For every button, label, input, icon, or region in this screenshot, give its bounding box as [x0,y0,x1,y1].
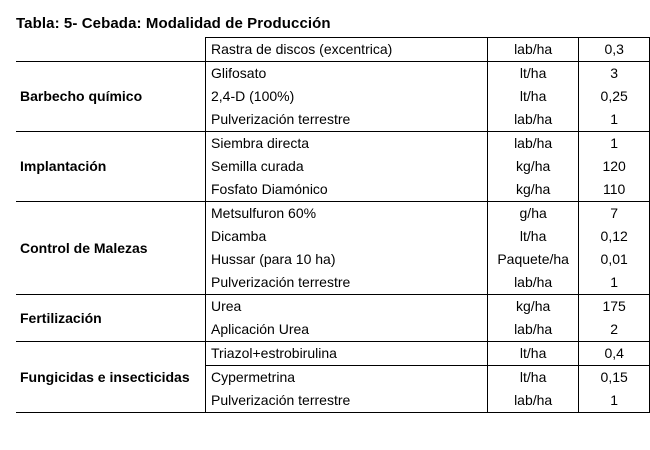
unit-cell: lab/ha [487,271,578,295]
table-title: Tabla: 5- Cebada: Modalidad de Producción [16,15,331,32]
quantity-cell: 0,3 [579,38,650,62]
group-cell-control-malezas: Control de Malezas [16,202,206,295]
unit-cell: g/ha [487,202,578,226]
unit-cell: lab/ha [487,389,578,413]
quantity-cell: 3 [579,62,650,86]
group-cell-fungicidas: Fungicidas e insecticidas [16,342,206,413]
unit-cell: kg/ha [487,178,578,202]
unit-cell: kg/ha [487,155,578,178]
quantity-cell: 0,12 [579,225,650,248]
unit-cell: lab/ha [487,38,578,62]
item-cell: Hussar (para 10 ha) [206,248,488,271]
quantity-cell: 0,15 [579,366,650,390]
quantity-cell: 2 [579,318,650,342]
unit-cell: lab/ha [487,318,578,342]
item-cell: Pulverización terrestre [206,108,488,132]
item-cell: Pulverización terrestre [206,389,488,413]
table-row [16,132,650,156]
item-cell: Cypermetrina [206,366,488,390]
quantity-cell: 110 [579,178,650,202]
quantity-cell: 1 [579,108,650,132]
item-cell: Aplicación Urea [206,318,488,342]
group-cell-fertilizacion: Fertilización [16,295,206,342]
unit-cell: Paquete/ha [487,248,578,271]
group-cell-implantacion: Implantación [16,132,206,202]
quantity-cell: 0,01 [579,248,650,271]
quantity-cell: 120 [579,155,650,178]
item-cell: Pulverización terrestre [206,271,488,295]
unit-cell: lt/ha [487,85,578,108]
production-table [16,37,650,413]
quantity-cell: 1 [579,389,650,413]
item-cell: Glifosato [206,62,488,86]
unit-cell: lt/ha [487,366,578,390]
quantity-cell: 1 [579,132,650,156]
table-row [16,295,650,319]
item-cell: Urea [206,295,488,319]
unit-cell: lt/ha [487,62,578,86]
unit-cell: lt/ha [487,225,578,248]
unit-cell: lt/ha [487,342,578,366]
item-cell: Dicamba [206,225,488,248]
item-cell: Semilla curada [206,155,488,178]
group-cell [16,38,206,62]
item-cell: Rastra de discos (excentrica) [206,38,488,62]
quantity-cell: 0,25 [579,85,650,108]
quantity-cell: 175 [579,295,650,319]
table-row [16,62,650,86]
quantity-cell: 0,4 [579,342,650,366]
item-cell: Siembra directa [206,132,488,156]
table-row [16,342,650,366]
unit-cell: lab/ha [487,108,578,132]
item-cell: Metsulfuron 60% [206,202,488,226]
item-cell: Fosfato Diamónico [206,178,488,202]
item-cell: Triazol+estrobirulina [206,342,488,366]
group-cell-barbecho: Barbecho químico [16,62,206,132]
table-row [16,202,650,226]
quantity-cell: 1 [579,271,650,295]
table-row [16,38,650,62]
quantity-cell: 7 [579,202,650,226]
unit-cell: lab/ha [487,132,578,156]
item-cell: 2,4-D (100%) [206,85,488,108]
unit-cell: kg/ha [487,295,578,319]
